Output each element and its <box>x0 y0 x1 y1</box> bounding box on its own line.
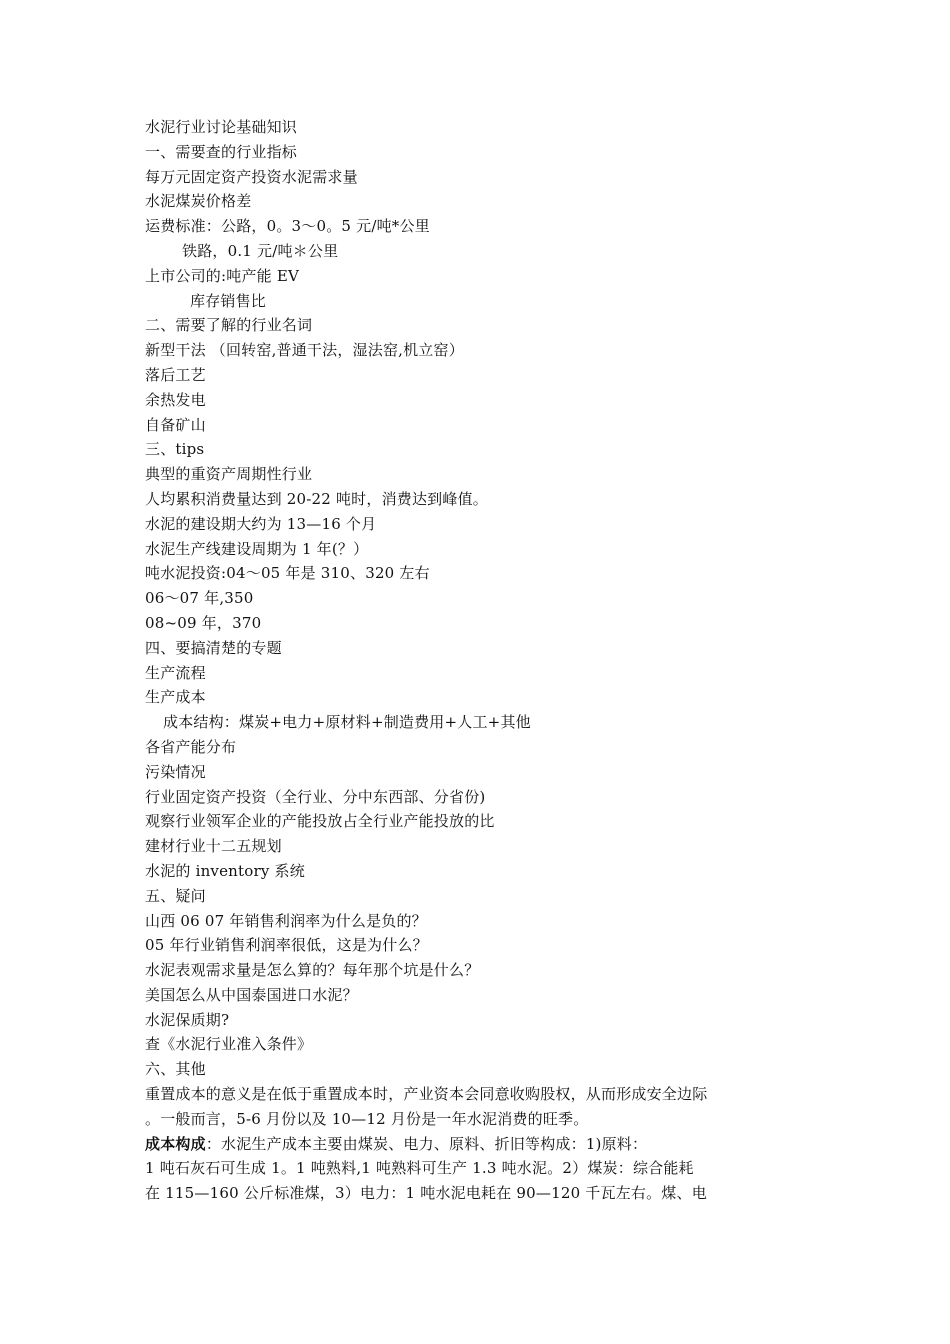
text-line: 铁路，0.1 元/吨＊公里 <box>182 241 339 260</box>
text-line: 各省产能分布 <box>145 737 237 756</box>
text-line: 典型的重资产周期性行业 <box>145 465 313 484</box>
cost-paragraph-line-3: 在 115—160 公斤标准煤，3）电力：1 吨水泥电耗在 90—120 千瓦左右。煤、电 <box>145 1184 707 1203</box>
text-line: 人均累积消费量达到 20-22 吨时，消费达到峰值。 <box>145 489 488 508</box>
text-line: 行业固定资产投资（全行业、分中东西部、分省份) <box>145 787 486 806</box>
text-line: 美国怎么从中国泰国进口水泥？ <box>145 985 358 1004</box>
text-line: 成本结构：煤炭+电力+原材料+制造费用+人工+其他 <box>163 713 531 732</box>
text-line: 余热发电 <box>145 390 206 409</box>
text-line: 水泥生产线建设周期为 1 年(？） <box>145 539 369 558</box>
text-line: 重置成本的意义是在低于重置成本时，产业资本会同意收购股权，从而形成安全边际 <box>145 1085 708 1104</box>
section-heading-2: 二、需要了解的行业名词 <box>145 316 313 335</box>
text-line: 05 年行业销售利润率很低，这是为什么？ <box>145 936 428 955</box>
text-line: 上市公司的:吨产能 EV <box>145 266 300 285</box>
text-line: 水泥煤炭价格差 <box>145 192 252 211</box>
cost-paragraph-line-1 <box>145 1132 785 1157</box>
section-heading-4: 四、要搞清楚的专题 <box>145 638 282 657</box>
text-line: 水泥保质期? <box>145 1010 230 1029</box>
cost-structure-label: 成本构成 <box>145 1134 206 1153</box>
text-line: 生产流程 <box>145 663 206 682</box>
text-line: 落后工艺 <box>145 365 206 384</box>
text-line: 库存销售比 <box>190 291 267 310</box>
text-line: 吨水泥投资:04～05 年是 310、320 左右 <box>145 564 430 583</box>
text-line: 建材行业十二五规划 <box>145 837 282 856</box>
text-line: 查《水泥行业准入条件》 <box>145 1035 313 1054</box>
section-heading-5: 五、疑问 <box>145 886 206 905</box>
cost-paragraph-line-2: 1 吨石灰石可生成 1。1 吨熟料,1 吨熟料可生产 1.3 吨水泥。2）煤炭：综合能耗 <box>145 1159 694 1178</box>
section-heading-6: 六、其他 <box>145 1060 206 1079</box>
text-line: 污染情况 <box>145 762 206 781</box>
text-line: 运费标准：公路，0。3～0。5 元/吨*公里 <box>145 217 430 236</box>
document-title: 水泥行业讨论基础知识 <box>145 118 298 136</box>
text-line: 。一般而言，5-6 月份以及 10—12 月份是一年水泥消费的旺季。 <box>145 1109 589 1128</box>
text-line: 自备矿山 <box>145 415 206 434</box>
text-line: 每万元固定资产投资水泥需求量 <box>145 167 358 186</box>
section-heading-3: 三、tips <box>145 440 205 459</box>
section-heading-1: 一、需要查的行业指标 <box>145 142 298 161</box>
document-body <box>145 115 785 1206</box>
text-line: 06～07 年,350 <box>145 589 254 608</box>
text-line: 观察行业领军企业的产能投放占全行业产能投放的比 <box>145 812 495 831</box>
text-line: 山西 06 07 年销售利润率为什么是负的？ <box>145 911 427 930</box>
cost-paragraph-text: ：水泥生产成本主要由煤炭、电力、原料、折旧等构成：1)原料： <box>205 1134 648 1153</box>
text-line: 生产成本 <box>145 688 206 707</box>
text-line: 水泥表观需求量是怎么算的？每年那个坑是什么？ <box>145 961 480 980</box>
text-line: 新型干法 （回转窑,普通干法，湿法窑,机立窑） <box>145 341 464 360</box>
text-line: 08~09 年，370 <box>145 613 262 632</box>
text-line: 水泥的建设期大约为 13—16 个月 <box>145 514 377 533</box>
text-line: 水泥的 inventory 系统 <box>145 861 305 880</box>
